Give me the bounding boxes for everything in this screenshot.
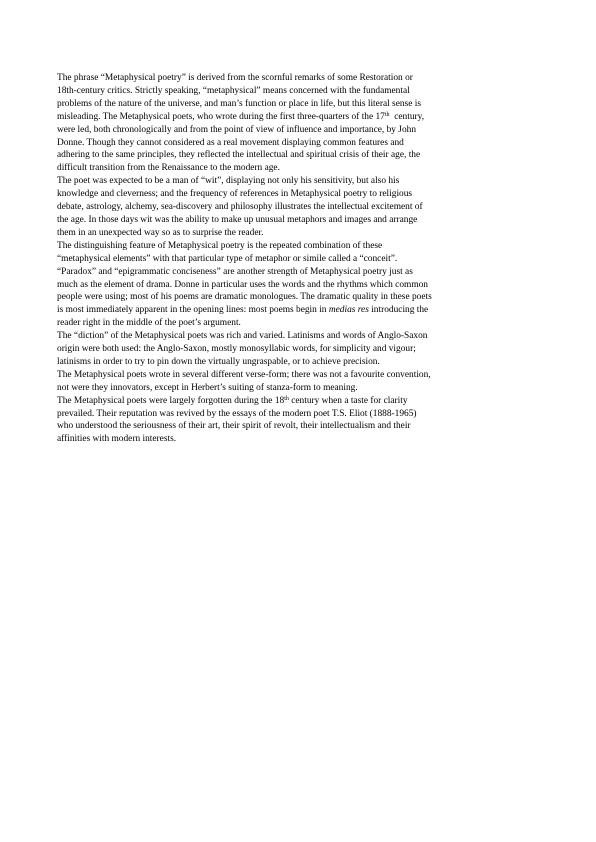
text-line: knowledge and cleverness; and the frequency of references in Metaphysical poetry to religious [57, 189, 413, 200]
superscript-ordinal: th [284, 395, 289, 402]
text-line: The “diction” of the Metaphysical poets was rich and varied. Latinisms and words of Anglo-Saxon [57, 331, 428, 342]
text-segment: is most immediately apparent in the opening lines: most poems begin in [57, 305, 329, 316]
text-line [57, 395, 540, 408]
text-line: people were using; most of his poems are dramatic monologues. The dramatic quality in these poets [57, 292, 432, 303]
text-line: The phrase “Metaphysical poetry” is derived from the scornful remarks of some Restoration or [57, 73, 413, 83]
paragraph-wit [57, 175, 540, 240]
text-segment: century when a taste for clarity [288, 395, 408, 406]
text-line: prevailed. Their reputation was revived by the essays of the modern poet T.S. Eliot (1888-1965) [57, 408, 417, 419]
text-line: Donne. Though they cannot considered as a real movement displaying common features and [57, 137, 404, 148]
text-line: problems of the nature of the universe, and man’s function or place in life, but this literal sense is [57, 98, 421, 109]
paragraph-origin [57, 72, 540, 175]
paragraph-reputation [57, 395, 540, 447]
text-line: The Metaphysical poets wrote in several different verse-form; there was not a favourite convention, [57, 369, 431, 380]
text-line: latinisms in order to try to pin down the virtually ungraspable, or to achieve precision. [57, 356, 380, 367]
text-line: were led, both chronologically and from the point of view of influence and importance, by John [57, 124, 417, 135]
superscript-ordinal: th [384, 111, 390, 118]
text-segment: introducing the [368, 305, 429, 316]
paragraph-conceit [57, 240, 540, 330]
text-line: difficult transition from the Renaissance to the modern age. [57, 163, 280, 174]
text-line: not were they innovators, except in Herbert’s suiting of stanza-form to meaning. [57, 382, 358, 393]
text-line: the age. In those days wit was the ability to make up unusual metaphors and images and arrange [57, 214, 418, 225]
text-line: affinities with modern interests. [57, 434, 177, 445]
text-line: The poet was expected to be a man of “wit”, displaying not only his sensitivity, but also his [57, 176, 400, 187]
text-line: 18th-century critics. Strictly speaking, “metaphysical” means concerned with the fundamental [57, 85, 410, 96]
text-line: origin were both used: the Anglo-Saxon, mostly monosyllabic words, for simplicity and vigour; [57, 344, 416, 355]
document-body [57, 72, 540, 446]
text-line: debate, astrology, alchemy, sea-discovery and philosophy illustrates the intellectual excitement of [57, 202, 423, 213]
text-line: The distinguishing feature of Metaphysical poetry is the repeated combination of these [57, 240, 383, 251]
paragraph-verse-form [57, 369, 540, 395]
text-line: “Paradox” and “epigrammatic conciseness” are another strength of Metaphysical poetry just as [57, 266, 413, 277]
text-line: “metaphysical elements” with that particular type of metaphor or simile called a “conceit”. [57, 253, 398, 264]
text-line: adhering to the same principles, they reflected the intellectual and spiritual crisis of their age, the [57, 150, 421, 161]
text-segment: century, [389, 111, 425, 122]
text-line [57, 304, 540, 317]
text-segment: The Metaphysical poets were largely forgotten during the 18 [57, 395, 285, 406]
text-line [57, 111, 540, 124]
text-line: much as the element of drama. Donne in particular uses the words and the rhythms which common [57, 279, 428, 290]
paragraph-diction [57, 330, 540, 369]
italic-phrase: medias res [328, 305, 369, 316]
text-line: reader right in the middle of the poet’s argument. [57, 318, 241, 329]
text-line: them in an unexpected way so as to surprise the reader. [57, 227, 264, 238]
text-segment: misleading. The Metaphysical poets, who wrote during the first three-quarters of the 17 [57, 111, 385, 122]
text-line: who understood the seriousness of their art, their spirit of revolt, their intellectualism and their [57, 421, 411, 432]
